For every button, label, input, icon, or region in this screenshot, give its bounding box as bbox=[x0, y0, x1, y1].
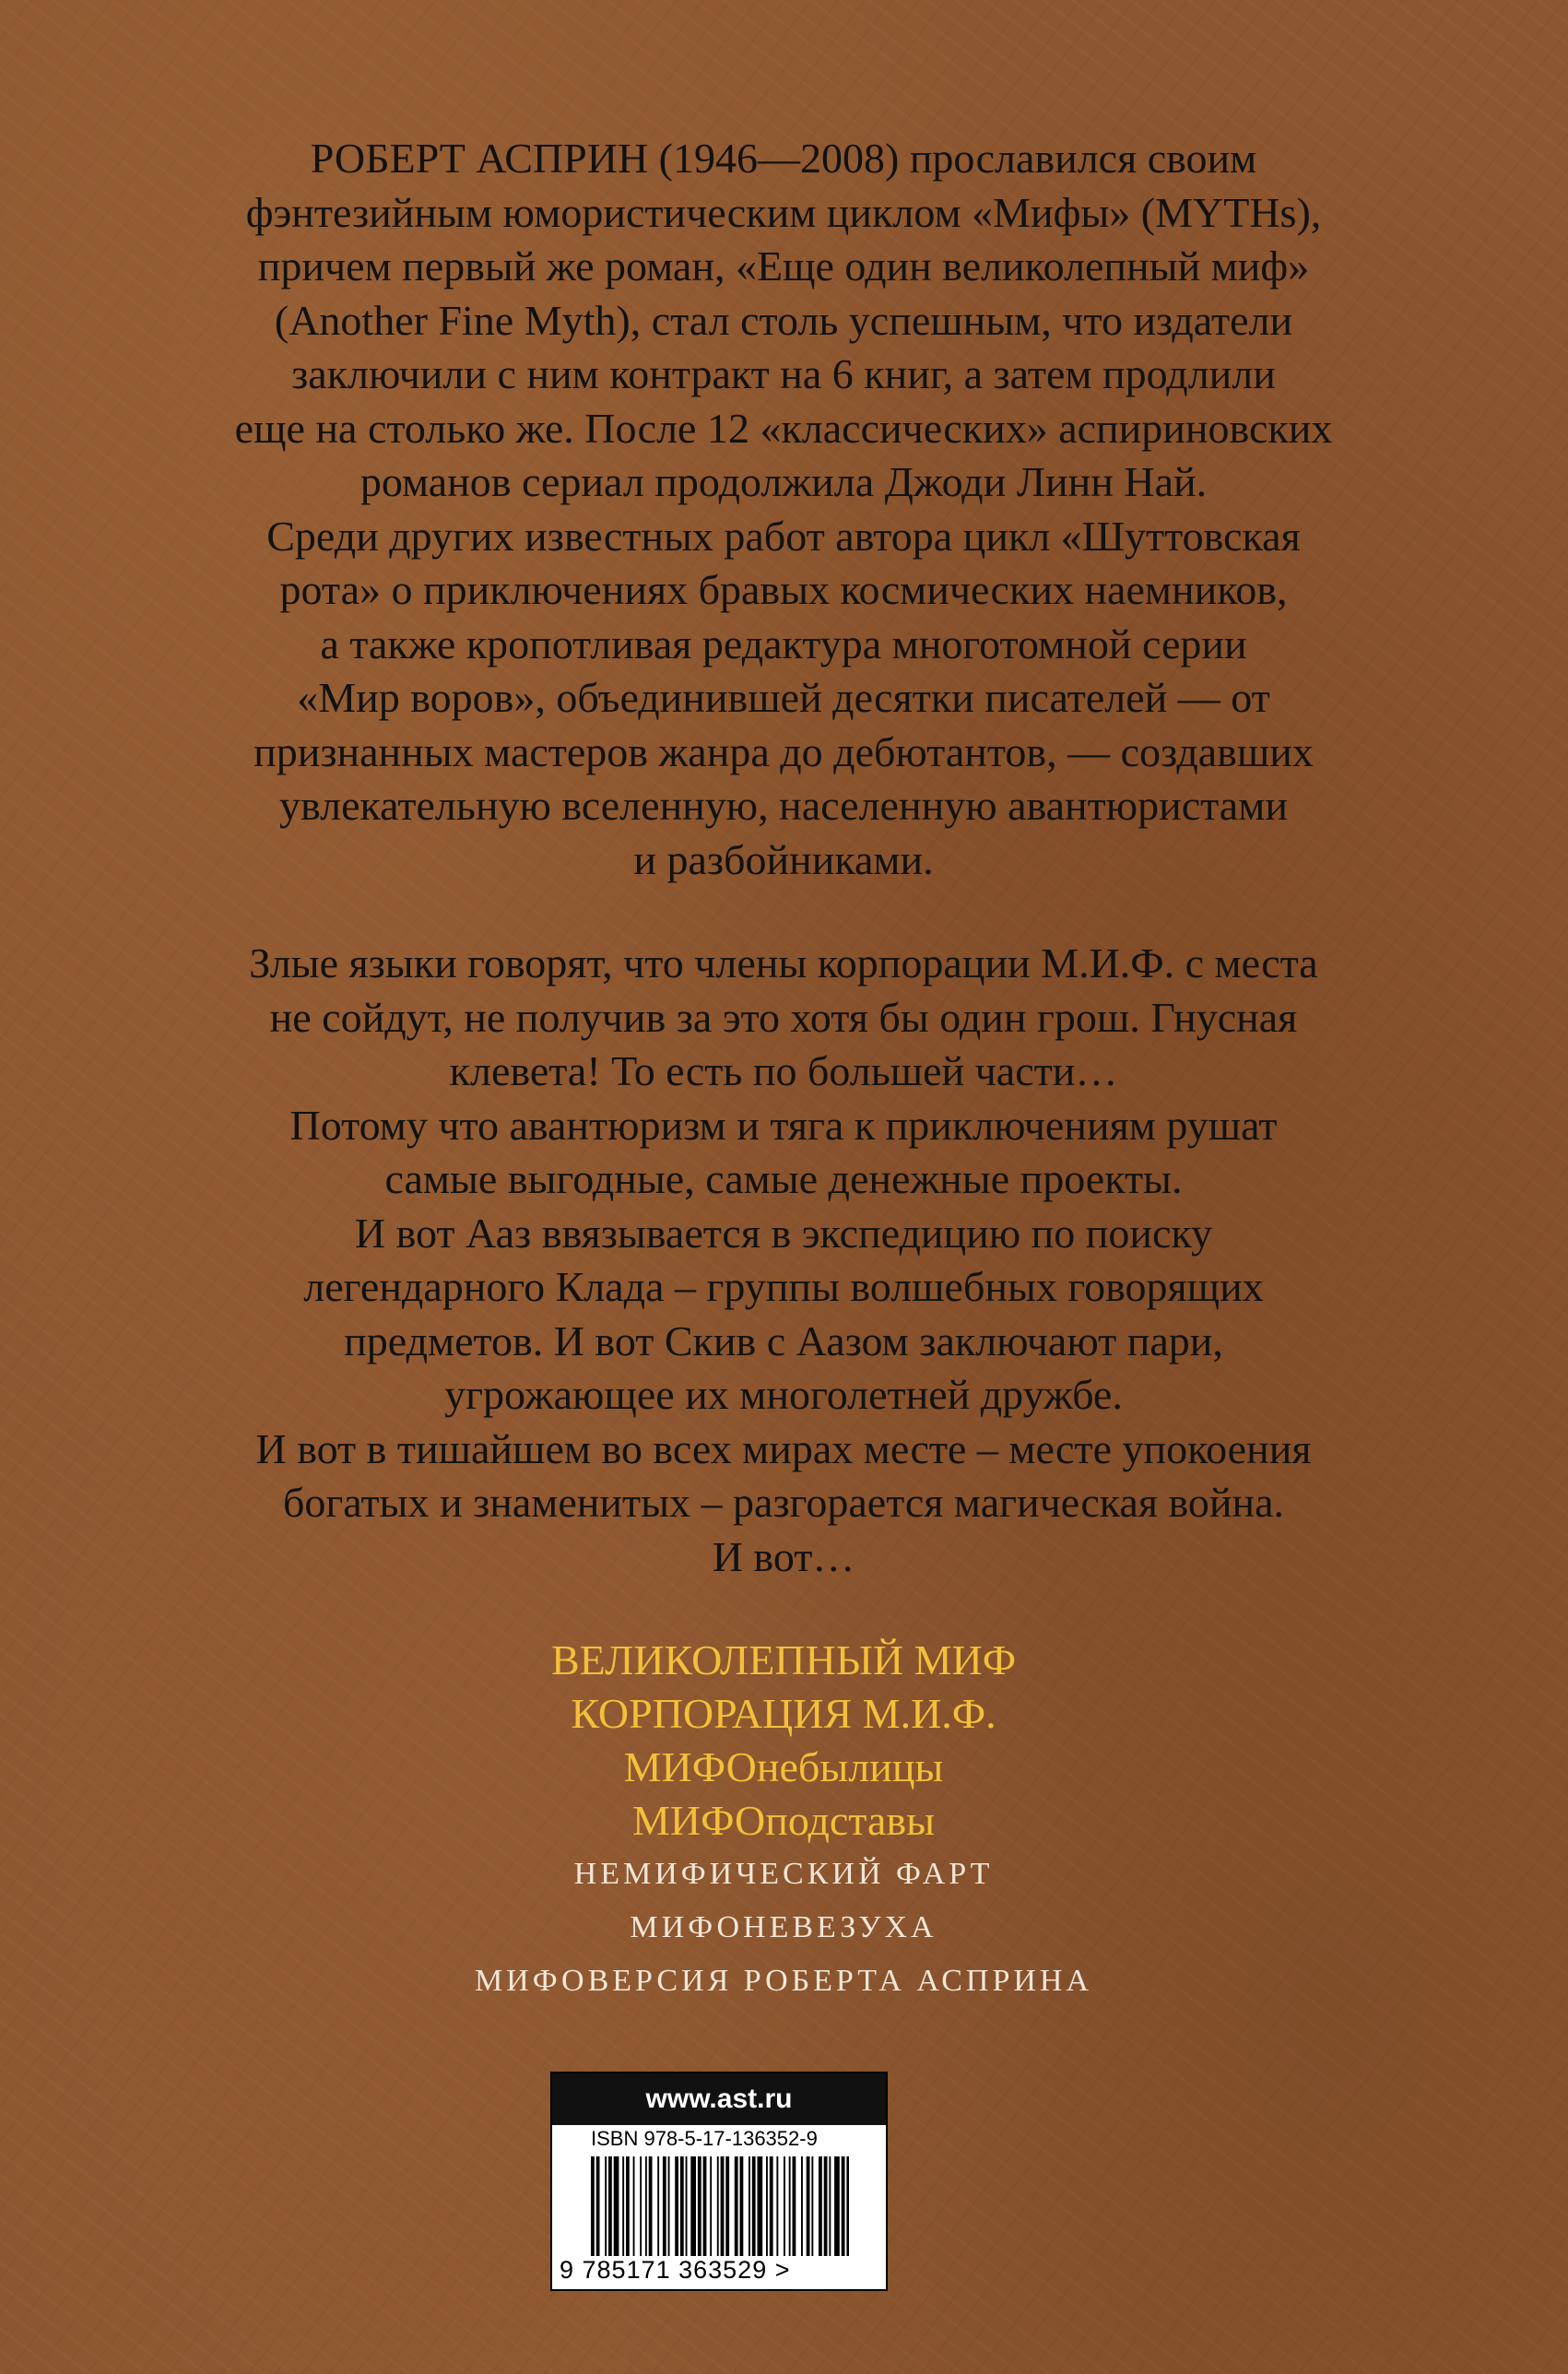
series-subtitle: НЕМИФИЧЕСКИЙ ФАРТ bbox=[573, 1857, 994, 1891]
series-subtitle: МИФОНЕВЕЗУХА bbox=[630, 1910, 937, 1944]
author-bio-line: романов сериал продолжила Джоди Линн Най. bbox=[360, 458, 1208, 505]
author-bio-line: и разбойниками. bbox=[633, 835, 934, 883]
author-bio-line: увлекательную вселенную, населенную авантюристами bbox=[279, 782, 1288, 829]
author-bio-line: еще на столько же. После 12 «классических» аспириновских bbox=[234, 404, 1333, 452]
author-bio-line: рота» о приключениях бравых космических наемников, bbox=[279, 566, 1288, 613]
isbn-number: ISBN 978-5-17-136352-9 bbox=[591, 2127, 818, 2150]
blurb-line: не сойдут, не получив за это хотя бы один грош. Гнусная bbox=[269, 993, 1298, 1041]
blurb-line: И вот Ааз ввязывается в экспедицию по поиску bbox=[354, 1209, 1213, 1257]
blurb-line: И вот… bbox=[712, 1532, 855, 1580]
blurb-line: самые выгодные, самые денежные проекты. bbox=[384, 1155, 1183, 1202]
series-subtitle: МИФОВЕРСИЯ РОБЕРТА АСПРИНА bbox=[474, 1964, 1093, 1998]
author-bio-line: Среди других известных работ автора цикл «Шуттовская bbox=[266, 512, 1301, 560]
blurb-line: легендарного Клада – группы волшебных говорящих bbox=[303, 1263, 1264, 1310]
author-bio-line: а также кропотливая редактура многотомной серии bbox=[320, 620, 1247, 667]
author-bio-line: «Мир воров», объединившей десятки писателей — от bbox=[297, 674, 1270, 721]
barcode-icon bbox=[591, 2156, 849, 2256]
author-bio-line: заключили с ним контракт на 6 книг, а затем продлили bbox=[291, 350, 1276, 397]
series-title: КОРПОРАЦИЯ М.И.Ф. bbox=[571, 1690, 996, 1737]
blurb-line: клевета! То есть по большей части… bbox=[449, 1047, 1118, 1094]
blurb-line: предметов. И вот Скив с Аазом заключают пари, bbox=[344, 1317, 1223, 1364]
author-bio-line: фэнтезийным юмористическим циклом «Мифы» (MYTHs), bbox=[245, 188, 1322, 236]
author-bio-line: РОБЕРТ АСПРИН (1946—2008) прославился своим bbox=[310, 135, 1257, 182]
publisher-site: www.ast.ru bbox=[552, 2073, 886, 2125]
author-bio-line: причем первый же роман, «Еще один великолепный миф» bbox=[257, 242, 1310, 289]
blurb-line: Потому что авантюризм и тяга к приключениям рушат bbox=[289, 1101, 1278, 1149]
blurb-line: богатых и знаменитых – разгорается магическая война. bbox=[282, 1479, 1285, 1526]
blurb-line: Злые языки говорят, что члены корпорации М.И.Ф. с места bbox=[249, 939, 1318, 986]
author-bio-line: признанных мастеров жанра до дебютантов, — создавших bbox=[253, 727, 1314, 775]
barcode-block bbox=[550, 2072, 888, 2291]
book-blurb bbox=[92, 937, 1475, 1584]
series-list bbox=[92, 1634, 1475, 2008]
series-title: ВЕЛИКОЛЕПНЫЙ МИФ bbox=[550, 1636, 1017, 1683]
barcode-digits: 9 785171 363529 > bbox=[560, 2256, 791, 2284]
series-title: МИФОподставы bbox=[631, 1797, 936, 1844]
blurb-line: И вот в тишайшем во всех мирах месте – месте упокоения bbox=[255, 1424, 1312, 1472]
blurb-line: угрожающее их многолетней дружбе. bbox=[444, 1371, 1123, 1418]
author-bio-line: (Another Fine Myth), стал столь успешным, что издатели bbox=[274, 296, 1293, 344]
author-bio bbox=[92, 132, 1475, 887]
series-title: МИФОнебылицы bbox=[623, 1743, 944, 1790]
